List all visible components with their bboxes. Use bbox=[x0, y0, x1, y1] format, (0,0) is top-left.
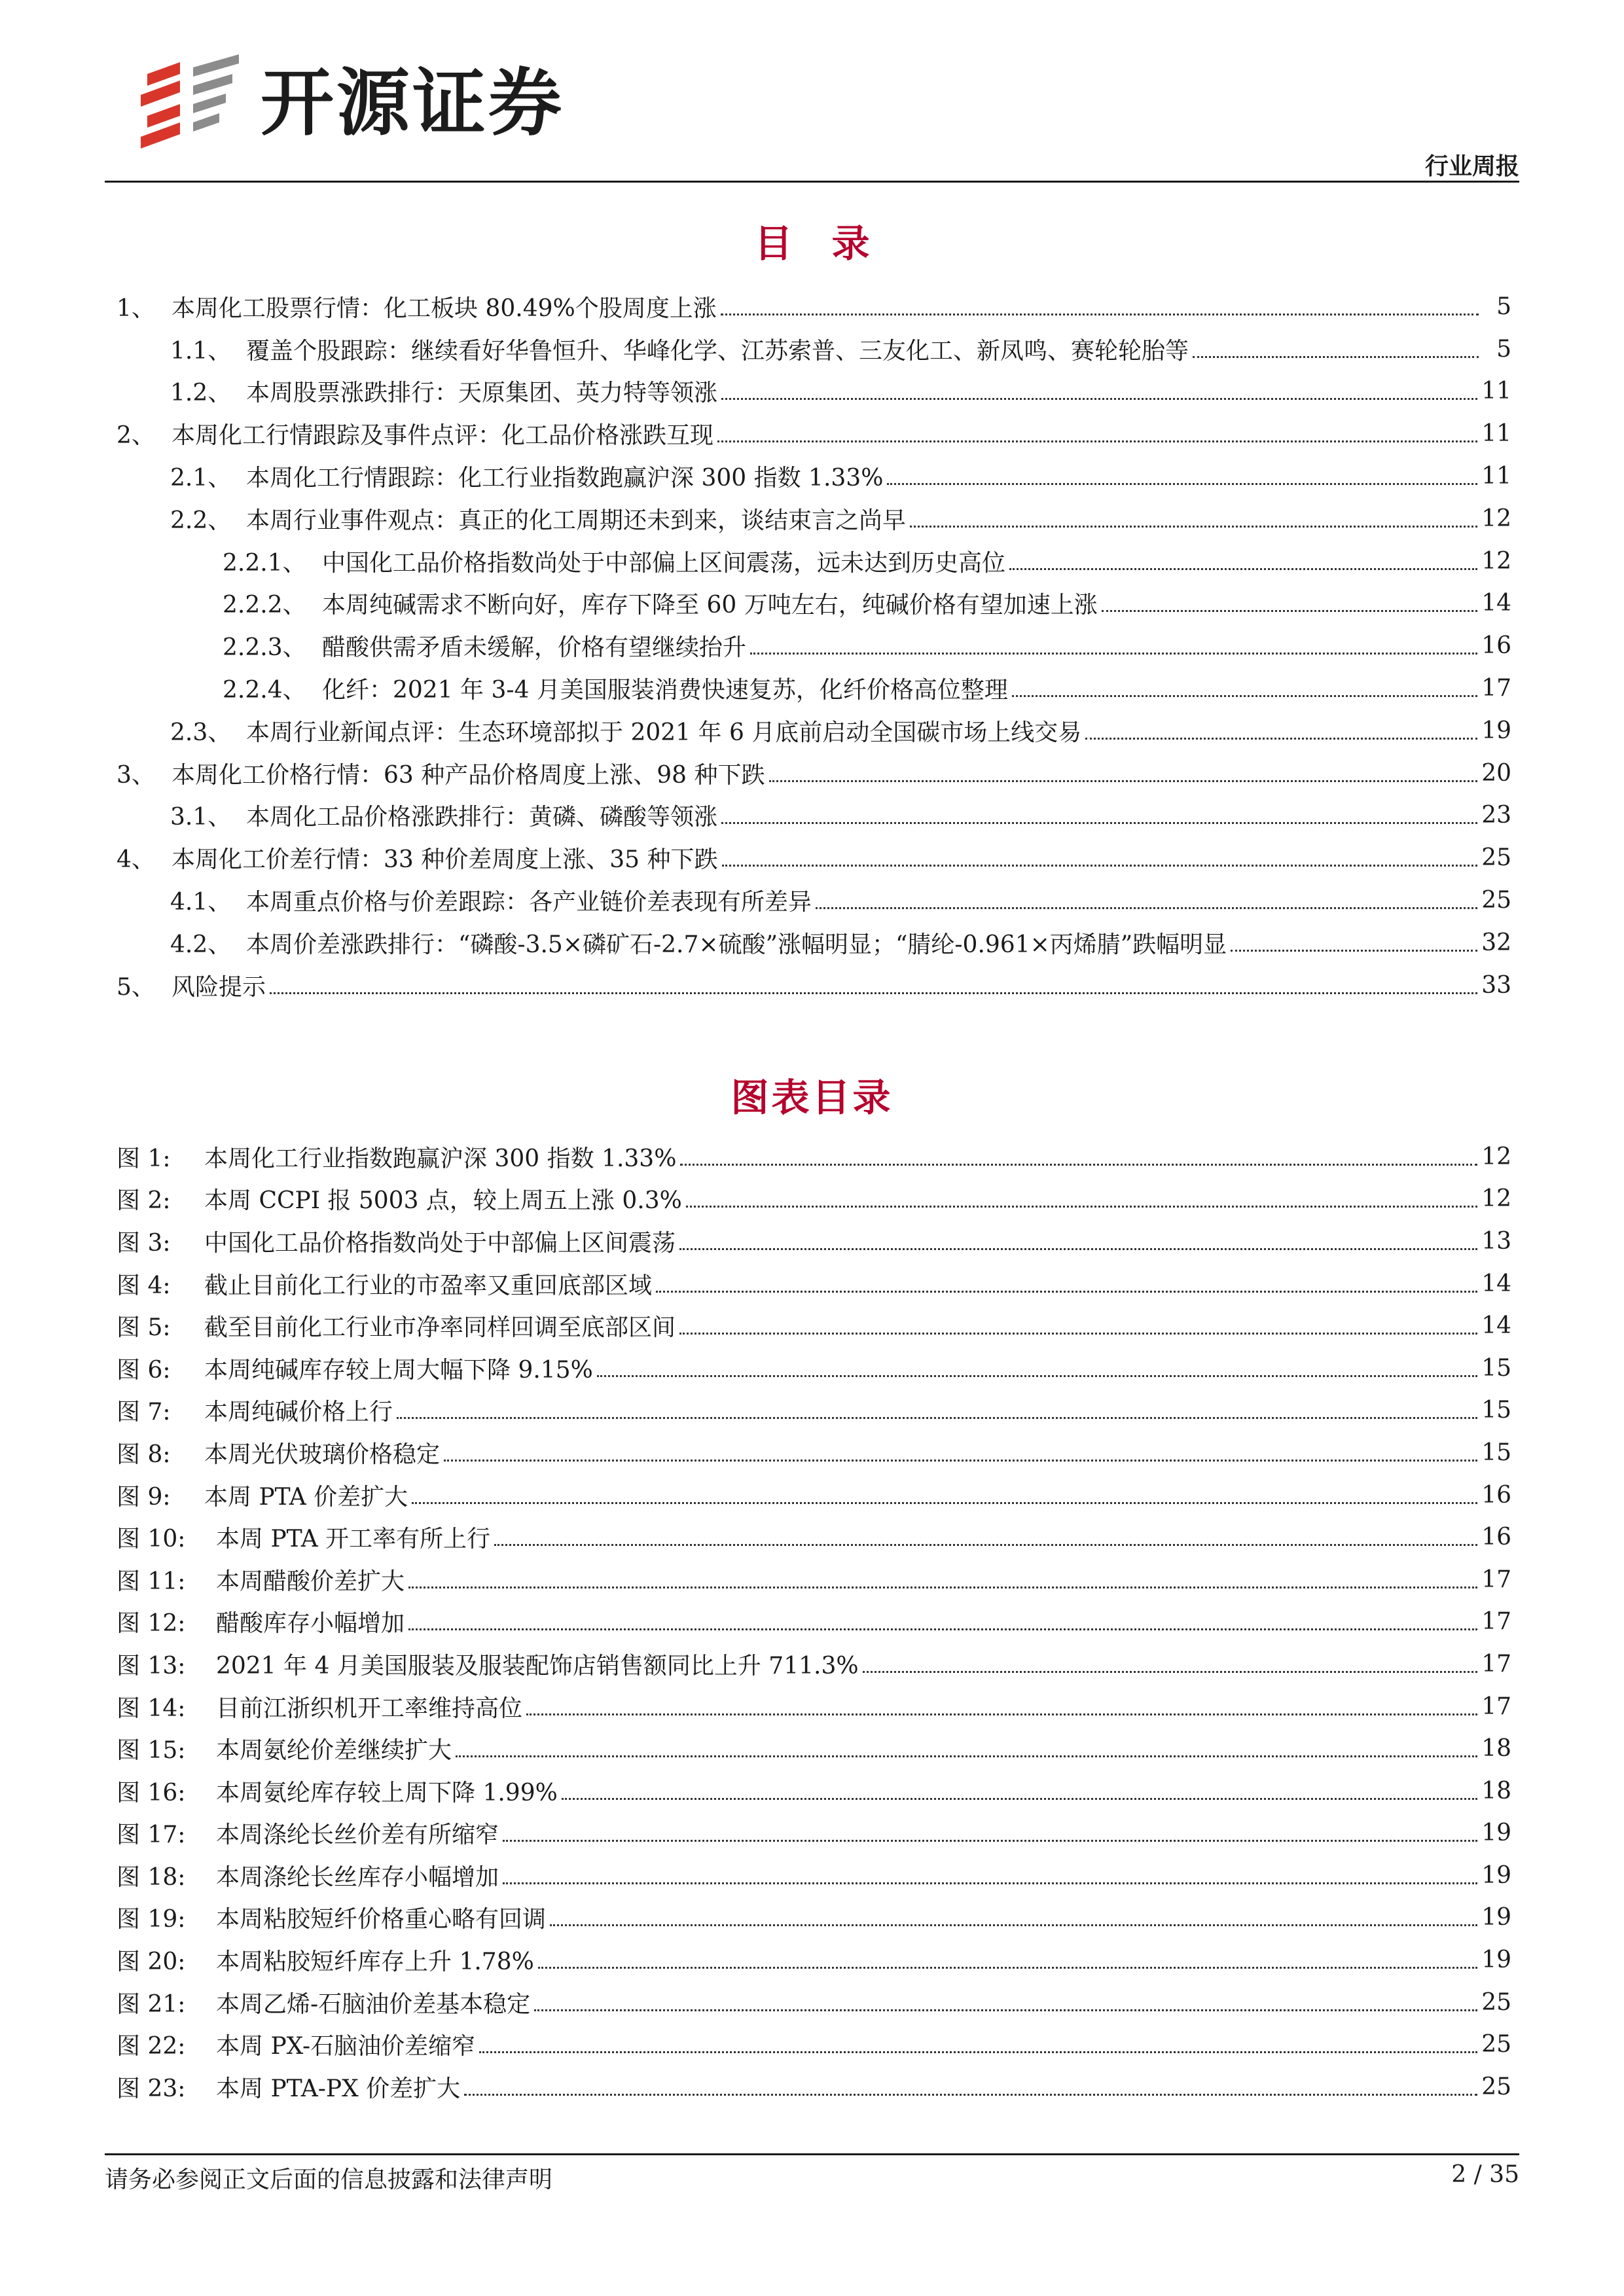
figure-entry-title: 本周氨纶价差继续扩大 bbox=[216, 1737, 452, 1765]
figure-entry-number: 图 19: bbox=[117, 1906, 186, 1933]
figure-entry-number: 图 14: bbox=[117, 1695, 186, 1722]
toc-entry-title: 本周化工行情跟踪及事件点评：化工品价格涨跌互现 bbox=[171, 422, 714, 450]
figure-entry-title: 本周 PTA-PX 价差扩大 bbox=[216, 2075, 461, 2102]
figure-entry-leader bbox=[656, 1291, 1477, 1293]
footer-divider bbox=[105, 2153, 1519, 2155]
figure-entry[interactable] bbox=[117, 1685, 1511, 1728]
toc-entry-number: 2.2.1、 bbox=[223, 549, 306, 577]
figure-entry-page: 15 bbox=[1481, 1397, 1511, 1424]
toc-entry-title: 本周股票涨跌排行：天原集团、英力特等领涨 bbox=[246, 380, 718, 407]
toc-entry-leader bbox=[717, 440, 1477, 442]
figure-entry-number: 图 16: bbox=[117, 1779, 186, 1806]
figure-entry-leader bbox=[456, 1755, 1477, 1757]
toc-entry[interactable] bbox=[117, 795, 1511, 837]
footer-disclaimer: 请务必参阅正文后面的信息披露和法律声明 bbox=[105, 2166, 553, 2193]
toc-entry[interactable] bbox=[117, 412, 1511, 455]
figure-entry-number: 图 6: bbox=[117, 1356, 171, 1384]
figure-entry-page: 17 bbox=[1481, 1608, 1511, 1636]
brand-logo bbox=[134, 51, 564, 156]
figure-entry-title: 本周醋酸价差扩大 bbox=[216, 1568, 405, 1595]
toc-entry-leader bbox=[1102, 610, 1477, 612]
figure-entry[interactable] bbox=[117, 1431, 1511, 1474]
toc-entry-leader bbox=[910, 526, 1477, 528]
toc-entry-leader bbox=[721, 314, 1479, 315]
toc-entry-page: 11 bbox=[1481, 378, 1511, 405]
toc-entry-leader bbox=[721, 398, 1477, 400]
figure-entry[interactable] bbox=[117, 1178, 1511, 1221]
figure-entry[interactable] bbox=[117, 1770, 1511, 1812]
toc-entry-leader bbox=[721, 822, 1477, 824]
figure-entry-leader bbox=[562, 1798, 1477, 1800]
figure-entry-leader bbox=[863, 1671, 1478, 1673]
figure-entry-number: 图 21: bbox=[117, 1990, 186, 2018]
toc-entry[interactable] bbox=[117, 922, 1511, 964]
figure-entry[interactable] bbox=[117, 1812, 1511, 1855]
figure-entry-page: 14 bbox=[1481, 1270, 1511, 1297]
figure-entry-title: 本周乙烯-石脑油价差基本稳定 bbox=[216, 1990, 531, 2018]
toc-entry-page: 19 bbox=[1481, 717, 1511, 744]
figure-entry-title: 中国化工品价格指数尚处于中部偏上区间震荡 bbox=[204, 1229, 676, 1257]
figure-entry[interactable] bbox=[117, 1390, 1511, 1432]
toc-entry[interactable] bbox=[117, 709, 1511, 752]
figure-entry-leader bbox=[679, 1333, 1477, 1335]
toc-entry-title: 本周价差涨跌排行：“磷酸-3.5×磷矿石-2.7×硫酸”涨幅明显；“腈纶-0.961×丙烯腈”跌幅明显 bbox=[246, 931, 1227, 958]
figure-entry-number: 图 11: bbox=[117, 1568, 186, 1595]
figure-entry[interactable] bbox=[117, 1263, 1511, 1305]
figure-entry-title: 截至目前化工行业市净率同样回调至底部区间 bbox=[204, 1314, 676, 1342]
figure-entry-number: 图 13: bbox=[117, 1652, 186, 1679]
figure-entry-title: 本周涤纶长丝库存小幅增加 bbox=[216, 1863, 499, 1891]
toc-entry-title: 醋酸供需矛盾未缓解，价格有望继续抬升 bbox=[322, 634, 747, 662]
figure-entry-page: 17 bbox=[1481, 1693, 1511, 1720]
toc-entry-number: 2.2.2、 bbox=[223, 592, 306, 619]
logo-text: 开源证券 bbox=[261, 61, 564, 146]
figure-entry-title: 醋酸库存小幅增加 bbox=[216, 1610, 405, 1638]
toc-entry[interactable] bbox=[117, 328, 1511, 370]
figure-entry[interactable] bbox=[117, 1516, 1511, 1558]
figure-entry[interactable] bbox=[117, 1854, 1511, 1897]
figure-entry-page: 15 bbox=[1481, 1354, 1511, 1382]
figure-entry-title: 本周涤纶长丝价差有所缩窄 bbox=[216, 1821, 499, 1849]
figure-entry-leader bbox=[679, 1248, 1477, 1250]
figure-entry-number: 图 5: bbox=[117, 1314, 171, 1342]
toc-entry-title: 风险提示 bbox=[171, 973, 266, 1001]
toc-entry[interactable] bbox=[117, 836, 1511, 879]
figure-entry-page: 19 bbox=[1481, 1861, 1511, 1889]
figure-entry[interactable] bbox=[117, 1981, 1511, 2024]
toc-entry-page: 17 bbox=[1481, 675, 1511, 702]
toc-entry-title: 本周纯碱需求不断向好，库存下降至 60 万吨左右，纯碱价格有望加速上涨 bbox=[322, 592, 1098, 619]
toc-entry-leader bbox=[270, 992, 1477, 994]
toc-entry-title: 覆盖个股跟踪：继续看好华鲁恒升、华峰化学、江苏索普、三友化工、新凤鸣、赛轮轮胎等 bbox=[246, 337, 1189, 365]
toc-entry[interactable] bbox=[117, 540, 1511, 583]
figure-entry-title: 本周 CCPI 报 5003 点，较上周五上涨 0.3% bbox=[204, 1187, 682, 1215]
figure-entry[interactable] bbox=[117, 2023, 1511, 2066]
toc-entry-page: 5 bbox=[1496, 335, 1511, 363]
toc-entry[interactable] bbox=[117, 370, 1511, 413]
toc-entry-page: 23 bbox=[1481, 802, 1511, 829]
toc-entry-title: 中国化工品价格指数尚处于中部偏上区间震荡，远未达到历史高位 bbox=[322, 549, 1006, 577]
toc-entry[interactable] bbox=[117, 285, 1511, 328]
figure-entry[interactable] bbox=[117, 1939, 1511, 1981]
toc-entry-page: 33 bbox=[1481, 971, 1511, 999]
toc-entry-leader bbox=[1193, 356, 1479, 358]
toc-entry-leader bbox=[1012, 695, 1477, 697]
figure-entry[interactable] bbox=[117, 1136, 1511, 1178]
figure-entry-leader bbox=[479, 2051, 1477, 2053]
figure-entry-title: 2021 年 4 月美国服装及服装配饰店销售额同比上升 711.3% bbox=[216, 1652, 859, 1679]
toc-entry-title: 本周化工价格行情：63 种产品价格周度上涨、98 种下跌 bbox=[171, 761, 765, 789]
toc-entry[interactable] bbox=[117, 879, 1511, 922]
figure-entry[interactable] bbox=[117, 1220, 1511, 1263]
toc-entry-page: 16 bbox=[1481, 632, 1511, 660]
figure-entry-leader bbox=[444, 1460, 1477, 1462]
figure-entry-page: 14 bbox=[1481, 1312, 1511, 1340]
toc-entry-leader bbox=[722, 865, 1478, 867]
toc-entry-page: 12 bbox=[1481, 547, 1511, 575]
toc-entry-page: 25 bbox=[1481, 844, 1511, 872]
toc-list bbox=[117, 285, 1511, 1007]
figure-entry-number: 图 23: bbox=[117, 2075, 186, 2102]
toc-entry-leader bbox=[769, 780, 1478, 782]
figure-entry-leader bbox=[408, 1587, 1477, 1588]
toc-entry-page: 5 bbox=[1496, 293, 1511, 320]
toc-entry[interactable] bbox=[117, 583, 1511, 625]
toc-entry-number: 4、 bbox=[117, 846, 155, 874]
toc-entry[interactable] bbox=[117, 497, 1511, 540]
figure-entry-number: 图 2: bbox=[117, 1187, 171, 1215]
figure-entry-leader bbox=[680, 1164, 1477, 1166]
figure-entry-number: 图 1: bbox=[117, 1145, 171, 1172]
figure-entry[interactable] bbox=[117, 2066, 1511, 2108]
toc-entry-number: 4.1、 bbox=[170, 889, 232, 916]
figure-entry-page: 17 bbox=[1481, 1650, 1511, 1677]
toc-entry-title: 化纤：2021 年 3-4 月美国服装消费快速复苏，化纤价格高位整理 bbox=[322, 677, 1008, 704]
figure-entry-leader bbox=[538, 1967, 1477, 1969]
figure-entry-number: 图 4: bbox=[117, 1272, 171, 1299]
figure-entry-number: 图 20: bbox=[117, 1948, 186, 1976]
toc-entry[interactable] bbox=[117, 667, 1511, 709]
figure-entry-title: 本周纯碱库存较上周大幅下降 9.15% bbox=[204, 1356, 593, 1384]
figure-entry-title: 截止目前化工行业的市盈率又重回底部区域 bbox=[204, 1272, 653, 1299]
toc-entry-leader bbox=[816, 907, 1477, 909]
figure-entry-page: 25 bbox=[1481, 2031, 1511, 2058]
toc-entry-number: 1.2、 bbox=[170, 380, 232, 407]
figure-entry-page: 16 bbox=[1481, 1481, 1511, 1509]
figure-entry-page: 25 bbox=[1481, 2073, 1511, 2100]
toc-entry[interactable] bbox=[117, 624, 1511, 667]
figure-entry[interactable] bbox=[117, 1601, 1511, 1643]
figure-entry[interactable] bbox=[117, 1727, 1511, 1770]
figure-entry[interactable] bbox=[117, 1643, 1511, 1685]
toc-entry-number: 4.2、 bbox=[170, 931, 232, 958]
figure-entry-title: 本周 PX-石脑油价差缩窄 bbox=[216, 2033, 476, 2060]
figure-entry-leader bbox=[503, 1882, 1477, 1884]
figure-entry-number: 图 18: bbox=[117, 1863, 186, 1891]
figure-entry-number: 图 22: bbox=[117, 2033, 186, 2060]
figure-entry-number: 图 10: bbox=[117, 1526, 186, 1553]
figure-entry-title: 本周光伏玻璃价格稳定 bbox=[204, 1441, 441, 1468]
toc-entry-leader bbox=[1231, 950, 1477, 952]
figure-entry-page: 18 bbox=[1481, 1777, 1511, 1804]
figure-entry-leader bbox=[534, 2009, 1477, 2011]
toc-entry-title: 本周行业事件观点：真正的化工周期还未到来，谈结束言之尚早 bbox=[246, 507, 907, 534]
figure-entry[interactable] bbox=[117, 1474, 1511, 1516]
figure-entry-title: 目前江浙织机开工率维持高位 bbox=[216, 1695, 523, 1722]
report-type-label: 行业周报 bbox=[1424, 153, 1519, 180]
figure-entry-number: 图 3: bbox=[117, 1229, 171, 1257]
figure-entry-leader bbox=[503, 1840, 1477, 1842]
figure-entry-page: 17 bbox=[1481, 1566, 1511, 1593]
toc-entry-number: 2.1、 bbox=[170, 465, 232, 492]
toc-entry-leader bbox=[887, 483, 1477, 485]
toc-entry-page: 11 bbox=[1481, 420, 1511, 448]
figure-entry-leader bbox=[412, 1502, 1477, 1504]
toc-entry-number: 1.1、 bbox=[170, 337, 232, 365]
toc-entry[interactable] bbox=[117, 964, 1511, 1007]
figure-entry-page: 13 bbox=[1481, 1227, 1511, 1255]
figure-entry-page: 12 bbox=[1481, 1185, 1511, 1213]
figure-entry-leader bbox=[464, 2094, 1477, 2096]
toc-entry-page: 32 bbox=[1481, 929, 1511, 956]
figure-entry[interactable] bbox=[117, 1897, 1511, 1939]
toc-entry-number: 2.2.4、 bbox=[223, 677, 306, 704]
figure-entry-leader bbox=[597, 1375, 1477, 1377]
figure-entry-page: 12 bbox=[1481, 1143, 1511, 1170]
figure-entry-page: 16 bbox=[1481, 1524, 1511, 1551]
toc-entry-page: 20 bbox=[1481, 759, 1511, 787]
toc-entry-title: 本周化工品价格涨跌排行：黄磷、磷酸等领涨 bbox=[246, 804, 718, 831]
figure-entry-number: 图 17: bbox=[117, 1821, 186, 1849]
toc-entry-number: 2.2、 bbox=[170, 507, 232, 534]
toc-entry-number: 2、 bbox=[117, 422, 155, 450]
toc-entry-page: 25 bbox=[1481, 887, 1511, 914]
figure-list-title: 图表目录 bbox=[731, 1075, 893, 1120]
toc-entry-leader bbox=[750, 653, 1477, 655]
toc-entry-title: 本周化工价差行情：33 种价差周度上涨、35 种下跌 bbox=[171, 846, 718, 874]
figure-entry-title: 本周 PTA 开工率有所上行 bbox=[216, 1526, 491, 1553]
toc-entry-number: 2.3、 bbox=[170, 719, 232, 746]
figure-entry[interactable] bbox=[117, 1558, 1511, 1601]
header-divider bbox=[105, 181, 1519, 183]
figure-entry-leader bbox=[494, 1544, 1477, 1546]
toc-entry-title: 本周行业新闻点评：生态环境部拟于 2021 年 6 月底前启动全国碳市场上线交易 bbox=[246, 719, 1082, 746]
figure-entry-number: 图 12: bbox=[117, 1610, 186, 1638]
toc-entry-leader bbox=[1009, 568, 1477, 570]
toc-entry-title: 本周化工股票行情：化工板块 80.49%个股周度上涨 bbox=[171, 295, 717, 322]
toc-entry-number: 3、 bbox=[117, 761, 155, 789]
figure-entry[interactable] bbox=[117, 1304, 1511, 1347]
toc-entry-number: 1、 bbox=[117, 295, 155, 322]
figure-list bbox=[117, 1136, 1511, 2108]
figure-entry-page: 19 bbox=[1481, 1904, 1511, 1931]
figure-entry-page: 19 bbox=[1481, 1946, 1511, 1974]
figure-entry-leader bbox=[408, 1628, 1477, 1630]
page-number: 2 / 35 bbox=[1451, 2161, 1519, 2188]
figure-entry-title: 本周粘胶短纤价格重心略有回调 bbox=[216, 1906, 547, 1933]
toc-entry-page: 11 bbox=[1481, 463, 1511, 490]
figure-entry-title: 本周 PTA 价差扩大 bbox=[204, 1483, 408, 1511]
figure-entry-page: 18 bbox=[1481, 1735, 1511, 1763]
toc-entry-leader bbox=[1085, 738, 1477, 740]
toc-entry-number: 2.2.3、 bbox=[223, 634, 306, 662]
figure-entry-title: 本周纯碱价格上行 bbox=[204, 1399, 393, 1426]
toc-entry-title: 本周重点价格与价差跟踪：各产业链价差表现有所差异 bbox=[246, 889, 812, 916]
figure-entry-leader bbox=[686, 1206, 1477, 1208]
toc-entry-number: 5、 bbox=[117, 973, 155, 1001]
figure-entry-number: 图 9: bbox=[117, 1483, 171, 1511]
toc-entry-title: 本周化工行情跟踪：化工行业指数跑赢沪深 300 指数 1.33% bbox=[246, 465, 884, 492]
toc-entry-page: 12 bbox=[1481, 505, 1511, 532]
figure-entry-title: 本周氨纶库存较上周下降 1.99% bbox=[216, 1779, 558, 1806]
figure-entry-number: 图 8: bbox=[117, 1441, 171, 1468]
figure-entry-leader bbox=[526, 1713, 1477, 1715]
toc-entry[interactable] bbox=[117, 752, 1511, 795]
figure-entry-page: 19 bbox=[1481, 1820, 1511, 1847]
figure-entry-leader bbox=[397, 1417, 1477, 1419]
figure-entry[interactable] bbox=[117, 1347, 1511, 1390]
figure-entry-number: 图 15: bbox=[117, 1737, 186, 1765]
toc-entry-number: 3.1、 bbox=[170, 804, 232, 831]
logo-mark-icon bbox=[134, 54, 242, 152]
toc-entry[interactable] bbox=[117, 455, 1511, 497]
figure-entry-page: 15 bbox=[1481, 1439, 1511, 1466]
toc-entry-page: 14 bbox=[1481, 590, 1511, 617]
figure-entry-number: 图 7: bbox=[117, 1399, 171, 1426]
figure-entry-page: 25 bbox=[1481, 1988, 1511, 2016]
figure-entry-title: 本周化工行业指数跑赢沪深 300 指数 1.33% bbox=[204, 1145, 677, 1172]
figure-entry-leader bbox=[550, 1924, 1477, 1926]
toc-title: 目录 bbox=[754, 221, 909, 266]
figure-entry-title: 本周粘胶短纤库存上升 1.78% bbox=[216, 1948, 534, 1976]
